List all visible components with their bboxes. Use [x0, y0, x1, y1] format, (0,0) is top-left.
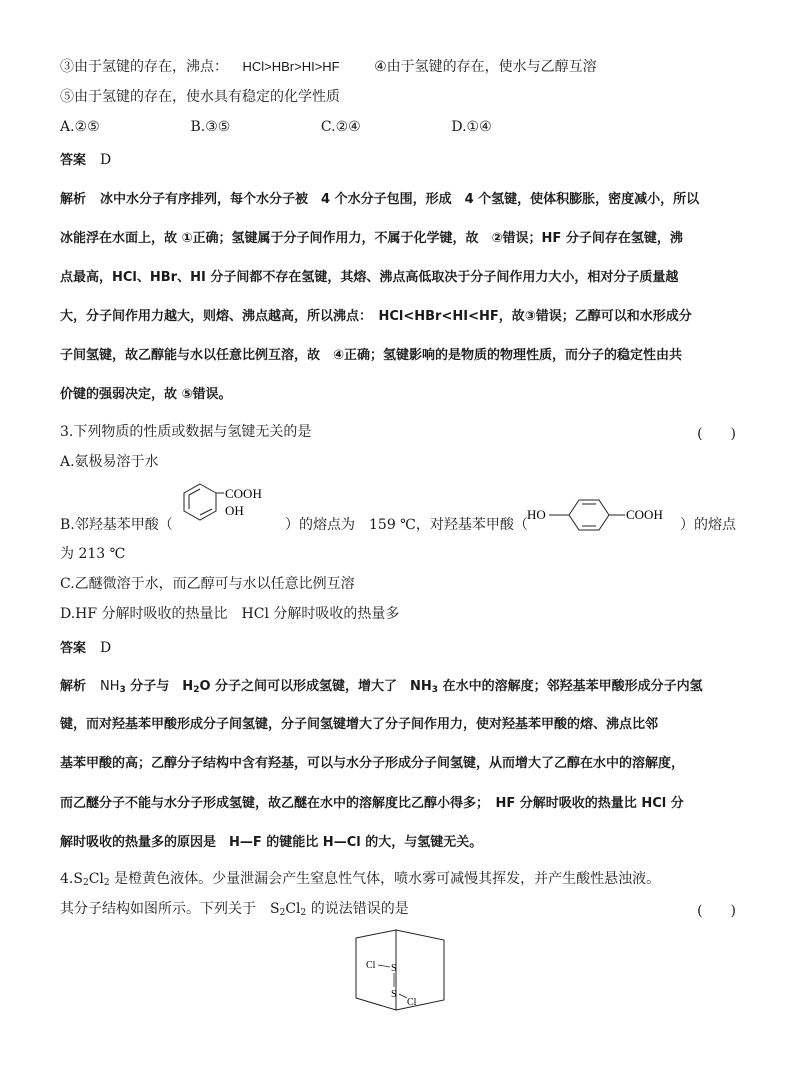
q3-analysis-line-3: 基苯甲酸的高；乙醇分子结构中含有羟基，可以与水分子形成分子间氢键，从而增大了乙醇在水中的溶解度， — [60, 756, 685, 771]
para-ho-label: HO — [527, 507, 546, 522]
q2-item-4: ④由于氢键的存在，使水与乙醇互溶 — [374, 59, 597, 75]
q2-option-a[interactable]: A.②⑤ — [60, 119, 100, 135]
q2-analysis-line-6: 价键的强弱决定，故 ⑤错误。 — [60, 387, 232, 402]
q2-option-c[interactable]: C.②④ — [320, 119, 361, 135]
q3-answer-value: D — [100, 640, 112, 656]
q3-analysis-line-1: 解析 $NH_3$ 分子与 $H_2O$ 分子之间可以形成氢键，增大了 $NH_3$ 在水中的溶解度；邻羟基苯甲酸形成分子内氢 — [60, 679, 703, 695]
q3-option-b-part2: ）的熔点为 159 ℃，对羟基苯甲酸（ — [285, 517, 528, 533]
q3-answer-blank: ( ) — [697, 426, 736, 442]
q2-item-3-formula: HCl>HBr>HI>HF — [242, 59, 340, 74]
q2-analysis-label: 解析 — [60, 192, 87, 207]
q3-option-b-part1[interactable]: B.邻羟基苯甲酸（ — [60, 517, 173, 533]
q3-answer-label: 答案 — [60, 641, 87, 656]
q3-option-c[interactable]: C.乙醚微溶于水，而乙醇可与水以任意比例互溶 — [60, 576, 355, 592]
q3-option-b-part3: ）的熔点 — [680, 517, 736, 533]
q3-option-d[interactable]: D.HF 分解时吸收的热量比 HCl 分解时吸收的热量多 — [60, 606, 400, 622]
q2-answer-label: 答案 — [60, 153, 87, 168]
q2-analysis-line-2: 冰能浮在水面上，故 ①正确；氢键属于分子间作用力，不属于化学键，故 ②错误；HF 分子间存在氢键，沸 — [60, 231, 683, 246]
mol-s2-label: S — [391, 989, 397, 1000]
q3-analysis-label: 解析 — [60, 679, 87, 694]
q3-stem: 3.下列物质的性质或数据与氢键无关的是 — [60, 424, 312, 440]
q2-item-5: ⑤由于氢键的存在，使水具有稳定的化学性质 — [60, 89, 340, 105]
mol-cl1-label: Cl — [366, 960, 376, 971]
q3-option-b-part4: 为 213 ℃ — [60, 546, 126, 562]
q2-option-b[interactable]: B.③⑤ — [190, 119, 231, 135]
para-hydroxybenzoic-acid-structure — [525, 496, 685, 534]
q4-stem-line-1: $4.S_2Cl_2$ 是橙黄色液体。少量泄漏会产生窒息性气体，喷水雾可减慢其挥发，并产生酸性悬浊液。 — [60, 871, 661, 888]
mol-s1-label: S — [391, 963, 397, 974]
q2-analysis-line-4: 大，分子间作用力越大，则熔、沸点越高，所以沸点： HCl<HBr<HI<HF，故③错误；乙醇可以和水形成分 — [60, 309, 692, 324]
q2-analysis-line-5: 子间氢键，故乙醇能与水以任意比例互溶，故 ④正确；氢键影响的是物质的物理性质，而分子的稳定性由共 — [60, 348, 683, 363]
q2-analysis-line-3: 点最高，HCl、HBr、HI 分子间都不存在氢键，其熔、沸点高低取决于分子间作用力大小，相对分子质量越 — [60, 270, 679, 285]
q2-answer-value: D — [100, 152, 112, 168]
q4-answer-blank: ( ) — [697, 903, 736, 919]
q2-item-3: ③由于氢键的存在，沸点： — [60, 59, 228, 75]
q3-analysis-line-4: 而乙醚分子不能与水分子形成氢键，故乙醚在水中的溶解度比乙醇小得多； HF 分解时吸收的热量比 HCl 分 — [60, 796, 684, 811]
ortho-oh-label: OH — [225, 503, 244, 518]
ortho-hydroxybenzoic-acid-structure — [178, 478, 288, 532]
q2-option-d[interactable]: D.①④ — [451, 119, 492, 135]
q3-analysis-line-2: 键，而对羟基苯甲酸形成分子间氢键，分子间氢键增大了分子间作用力，使对羟基苯甲酸的熔、沸点比邻 — [60, 717, 659, 732]
mol-cl2-label: Cl — [407, 997, 417, 1008]
q2-options — [60, 118, 492, 136]
q3-answer — [60, 639, 111, 658]
q2-item-3-4-line — [60, 58, 597, 76]
para-cooh-label: COOH — [626, 507, 663, 522]
q4-stem-line-2: 其分子结构如图所示。下列关于 $S_2Cl_2$ 的说法错误的是 — [60, 901, 409, 918]
q3-analysis-line-5: 解时吸收的热量多的原因是 H—F 的键能比 H—Cl 的大，与氢键无关。 — [60, 835, 483, 850]
s2cl2-molecular-structure — [350, 926, 454, 1018]
q3-option-a[interactable]: A.氨极易溶于水 — [60, 454, 159, 470]
q2-answer — [60, 151, 111, 170]
ortho-cooh-label: COOH — [225, 486, 262, 501]
q2-analysis-line-1: 解析 冰中水分子有序排列，每个水分子被 4 个水分子包围，形成 4 个氢键，使体积膨胀，密度减小，所以 — [60, 192, 700, 207]
